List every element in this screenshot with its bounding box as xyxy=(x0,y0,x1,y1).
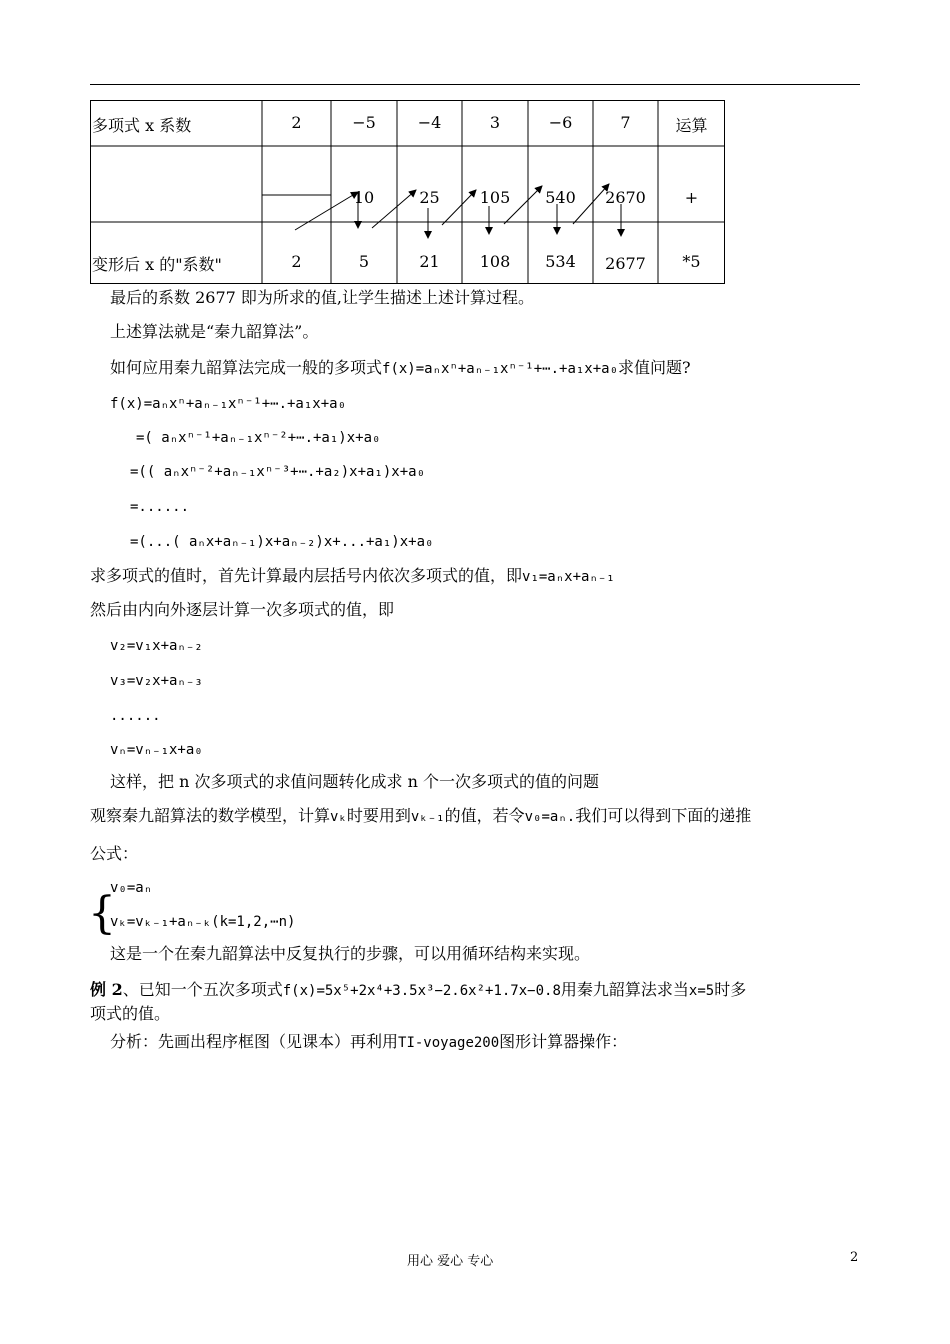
paragraph-recursion-intro xyxy=(90,806,751,827)
coef-6: 7 xyxy=(620,113,631,132)
paragraph-algorithm-name: 上述算法就是“秦九韶算法”。 xyxy=(110,322,319,341)
value-4: 108 xyxy=(479,252,511,271)
equation-4: =...... xyxy=(130,499,190,515)
equation-2: =( aₙxⁿ⁻¹+aₙ₋₁xⁿ⁻²+⋯.+a₁)x+a₀ xyxy=(136,430,381,446)
row3-op: *5 xyxy=(682,252,701,271)
example-x-value: x=5 xyxy=(688,983,715,999)
general-polynomial: f(x)=aₙxⁿ+aₙ₋₁xⁿ⁻¹+⋯.+a₁x+a₀ xyxy=(382,361,619,377)
v3-formula: v₃=v₂x+aₙ₋₃ xyxy=(110,673,203,689)
coef-4: 3 xyxy=(489,113,501,132)
example-2-continued: 项式的值。 xyxy=(90,1004,171,1023)
question-text: 如何应用秦九韶算法完成一般的多项式 xyxy=(110,358,383,377)
row3-label: 变形后 x 的"系数" xyxy=(92,255,222,274)
horner-table xyxy=(90,100,725,284)
paragraph-loop: 这是一个在秦九韶算法中反复执行的步骤，可以用循环结构来实现。 xyxy=(110,944,591,963)
example-text-a: 、已知一个五次多项式 xyxy=(122,980,283,999)
header-rule xyxy=(90,84,860,85)
paragraph-formula-label: 公式： xyxy=(90,844,139,863)
paragraph-analysis xyxy=(110,1032,627,1053)
analysis-text-a: 分析：先画出程序框图（见课本）再利用 xyxy=(110,1032,399,1051)
product-3: 105 xyxy=(479,188,511,207)
value-2: 5 xyxy=(358,252,370,271)
paragraph-innermost xyxy=(90,566,615,587)
v1-formula: v₁=aₙx+aₙ₋₁ xyxy=(522,569,615,585)
recurrence-step: vₖ=vₖ₋₁+aₙ₋ₖ(k=1,2,⋯n) xyxy=(110,914,296,930)
paragraph-outward: 然后由内向外逐层计算一次多项式的值，即 xyxy=(90,600,395,619)
paragraph-general-question xyxy=(110,358,691,379)
v2-formula: v₂=v₁x+aₙ₋₂ xyxy=(110,638,203,654)
example-polynomial: f(x)=5x⁵+2x⁴+3.5x³−2.6x²+1.7x−0.8 xyxy=(282,983,561,999)
recursion-text-c: 的值，若令 xyxy=(444,806,525,825)
product-4: 540 xyxy=(545,188,576,207)
value-3: 21 xyxy=(419,252,440,271)
recurrence-initial: v₀=aₙ xyxy=(110,880,153,896)
coef-2: −5 xyxy=(352,113,376,132)
example-2 xyxy=(90,980,746,1001)
vk-symbol: vₖ xyxy=(330,809,347,825)
question-tail: 求值问题? xyxy=(618,358,691,377)
example-text-c: 时多 xyxy=(714,980,747,999)
row1-label: 多项式 x 系数 xyxy=(92,116,192,135)
left-brace: { xyxy=(88,888,116,939)
example-text-b: 用秦九韶算法求当 xyxy=(560,980,689,999)
page-number: 2 xyxy=(850,1250,859,1265)
equation-1: f(x)=aₙxⁿ+aₙ₋₁xⁿ⁻¹+⋯.+a₁x+a₀ xyxy=(110,396,347,412)
equation-5: =(...( aₙx+aₙ₋₁)x+aₙ₋₂)x+...+a₁)x+a₀ xyxy=(130,534,434,550)
row1-op: 运算 xyxy=(675,116,708,135)
product-2: 25 xyxy=(419,188,440,207)
value-1: 2 xyxy=(291,252,302,271)
paragraph-conversion: 这样，把 n 次多项式的求值问题转化成求 n 个一次多项式的值的问题 xyxy=(110,772,599,791)
v0-assignment: v₀=aₙ. xyxy=(524,809,576,825)
innermost-text: 求多项式的值时，首先计算最内层括号内依次多项式的值，即 xyxy=(90,566,523,585)
vn-formula: vₙ=vₙ₋₁x+a₀ xyxy=(110,742,203,758)
footer-motto: 用心 爱心 专心 xyxy=(407,1254,494,1269)
coef-3: −4 xyxy=(417,113,442,132)
coef-1: 2 xyxy=(291,113,302,132)
value-5: 534 xyxy=(545,252,576,271)
paragraph-result: 最后的系数 2677 即为所求的值,让学生描述上述计算过程。 xyxy=(110,288,534,307)
product-1: 10 xyxy=(353,188,375,207)
analysis-text-b: 图形计算器操作： xyxy=(499,1032,628,1051)
v-dots: ...... xyxy=(110,708,161,724)
row2-op: + xyxy=(684,188,699,207)
vk1-symbol: vₖ₋₁ xyxy=(410,809,445,825)
coef-5: −6 xyxy=(548,113,573,132)
recursion-text-a: 观察秦九韶算法的数学模型，计算 xyxy=(90,806,331,825)
calculator-model: TI-voyage200 xyxy=(398,1035,500,1051)
example-label: 例 2 xyxy=(90,980,123,999)
recursion-text-b: 时要用到 xyxy=(346,806,411,825)
value-6: 2677 xyxy=(605,254,646,273)
product-5: 2670 xyxy=(605,188,646,207)
recursion-text-d: 我们可以得到下面的递推 xyxy=(575,806,752,825)
equation-3: =(( aₙxⁿ⁻²+aₙ₋₁xⁿ⁻³+⋯.+a₂)x+a₁)x+a₀ xyxy=(130,464,426,480)
